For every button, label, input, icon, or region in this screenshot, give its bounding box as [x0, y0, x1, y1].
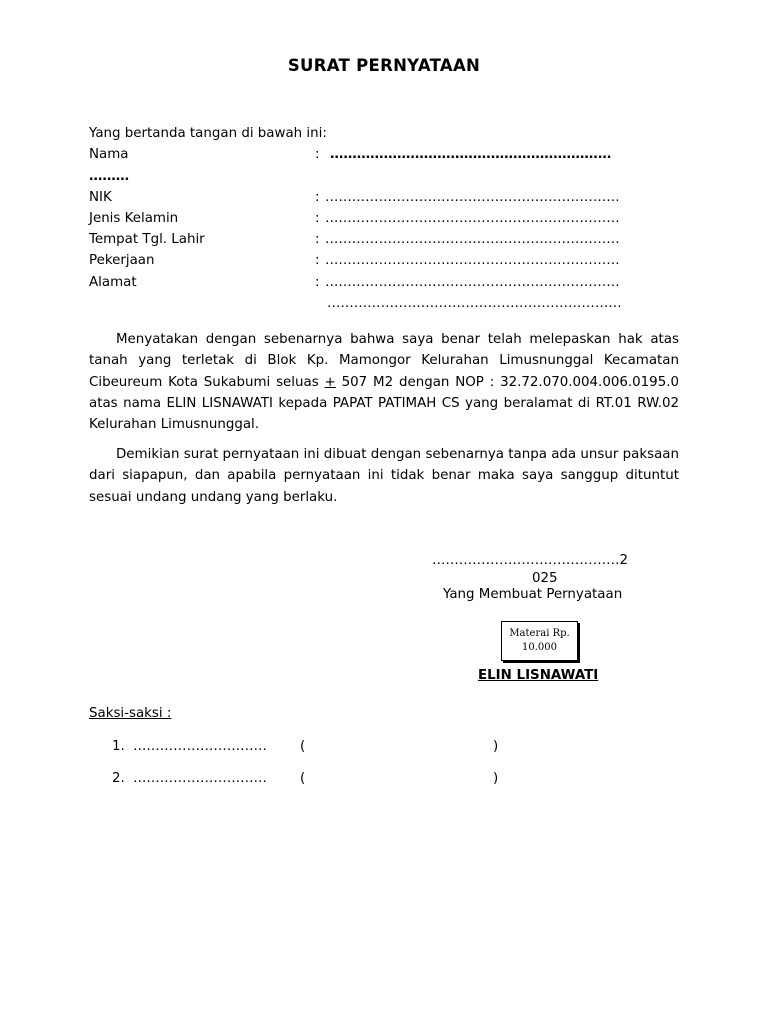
witness-paren-close: ): [493, 739, 499, 754]
field-value: …………………………………………………………: [325, 190, 620, 205]
signature-role: Yang Membuat Pernyataan: [443, 587, 623, 602]
field-value: …………………………………………………………: [325, 253, 620, 268]
field-label: Tempat Tgl. Lahir: [89, 232, 205, 247]
plus-minus-symbol: +: [324, 374, 336, 390]
field-label: Pekerjaan: [89, 253, 155, 268]
field-value: …………………………………………………………: [325, 275, 620, 290]
witness-paren-open: (: [300, 739, 306, 754]
field-label: Alamat: [89, 275, 137, 290]
field-colon: :: [315, 275, 320, 290]
witness-number: 1.: [112, 739, 125, 754]
field-colon: :: [315, 232, 320, 247]
witness-paren-close: ): [493, 771, 499, 786]
signature-date-line: ……………………………………2: [432, 553, 628, 568]
field-colon: :: [315, 190, 320, 205]
witness-paren-open: (: [300, 771, 306, 786]
signer-name: ELIN LISNAWATI: [478, 668, 599, 683]
intro-text: Yang bertanda tangan di bawah ini:: [89, 126, 327, 141]
closing-paragraph: Demikian surat pernyataan ini dibuat dengan sebenarnya tanpa ada unsur paksaan dari siapapun, dan apabila pernyataan ini tidak benar maka saya sanggup dituntut sesuai undang undang yang berlaku.: [89, 447, 679, 505]
document-title: SURAT PERNYATAAN: [287, 56, 481, 75]
field-value: …………………………………………………………: [325, 211, 620, 226]
witnesses-heading: Saksi-saksi :: [89, 706, 172, 721]
witness-dots: …………………………: [133, 771, 267, 786]
materai-stamp-box: [501, 621, 578, 661]
signature-date-year: 025: [532, 571, 558, 586]
field-colon: :: [315, 211, 320, 226]
field-value: ………………………………………………………: [330, 147, 612, 162]
materai-value: 10.000: [522, 642, 557, 653]
field-label: Nama: [89, 147, 129, 162]
nama-continuation: ………: [89, 169, 130, 184]
field-colon: :: [315, 253, 320, 268]
witness-number: 2.: [112, 771, 125, 786]
statement-paragraph: [89, 329, 679, 435]
witness-dots: …………………………: [133, 739, 267, 754]
paragraph1-text-start: Menyatakan dengan sebenarnya bahwa saya benar telah melepaskan hak atas tanah yang terletak di Blok Kp. Mamongor Kelurahan Limusnunggal Kecamatan Cibeureum Kota Sukabumi seluas: [89, 332, 679, 390]
paragraph1-text-end: 507 M2 dengan NOP : 32.72.070.004.006.0195.0 atas nama ELIN LISNAWATI kepada PAPAT PATIMAH CS yang beralamat di RT.01 RW.02 Kelurahan Limusnunggal.: [89, 374, 679, 433]
field-value: …………………………………………………………: [325, 232, 620, 247]
field-label: NIK: [89, 190, 112, 205]
alamat-continuation: …………………………………………………………: [327, 296, 622, 311]
field-label: Jenis Kelamin: [89, 211, 179, 226]
field-colon: :: [315, 147, 320, 162]
materai-label: Materai Rp.: [509, 628, 570, 639]
